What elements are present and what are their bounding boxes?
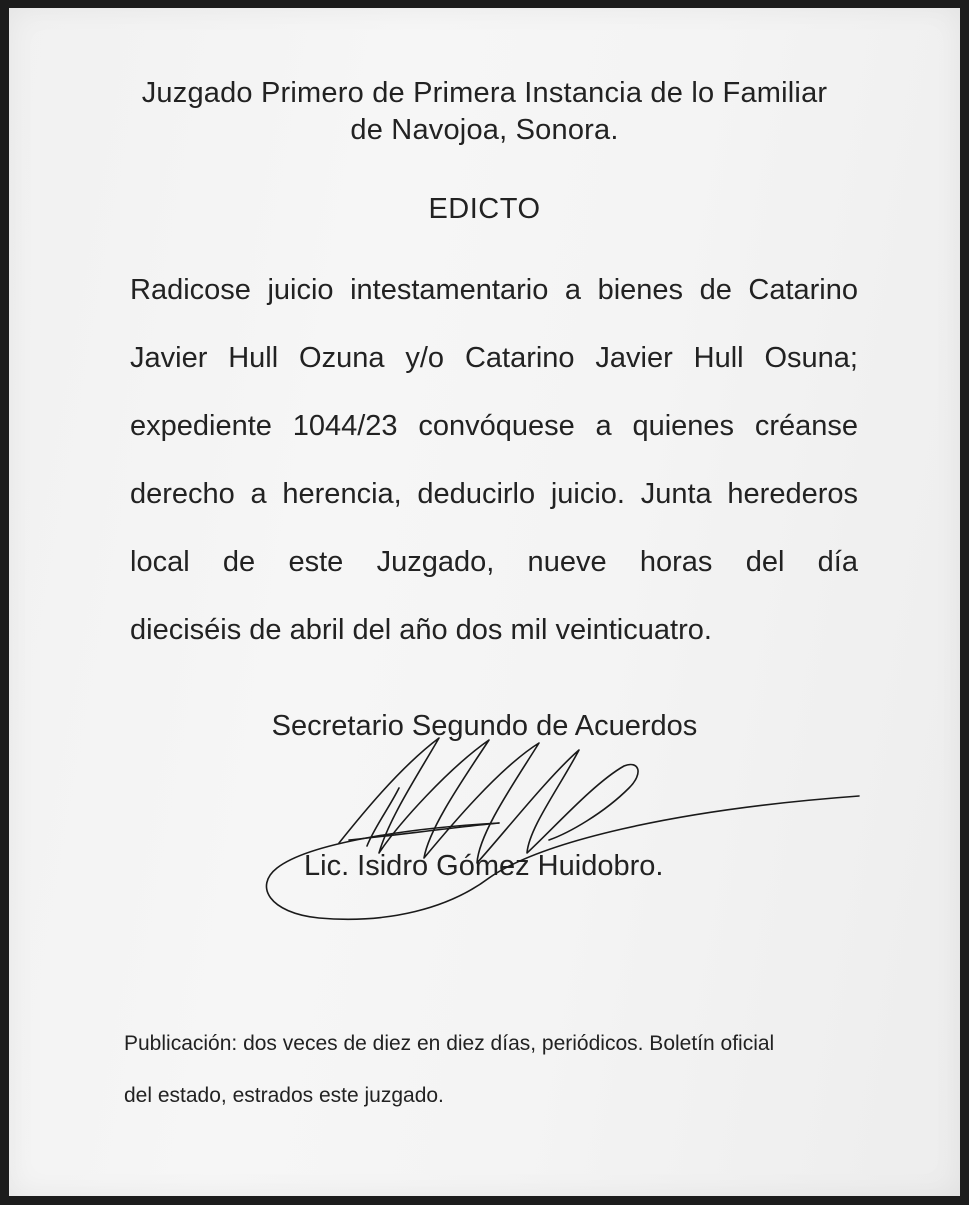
court-header [9, 75, 960, 149]
body-line-6: dieciséis de abril del año dos mil veinticuatro. [130, 614, 712, 646]
court-name-line-1: Juzgado Primero de Primera Instancia de lo Familiar [141, 77, 828, 109]
body-line-1: Radicose juicio intestamentario a bienes de Catarino [130, 274, 858, 306]
document-title: EDICTO [428, 193, 541, 225]
signer-name: Lic. Isidro Gómez Huidobro. [304, 850, 664, 882]
body-line-5: local de este Juzgado, nueve horas del día [130, 546, 858, 578]
publication-line-1: Publicación: dos veces de diez en diez días, periódicos. Boletín oficial [124, 1032, 775, 1055]
edict-body [130, 256, 858, 664]
handwritten-signature [249, 728, 869, 938]
publication-line-2: del estado, estrados este juzgado. [124, 1084, 444, 1107]
body-line-4: derecho a herencia, deducirlo juicio. Junta herederos [130, 478, 858, 510]
signer-title: Secretario Segundo de Acuerdos [271, 710, 698, 742]
body-line-2: Javier Hull Ozuna y/o Catarino Javier Hull Osuna; [130, 342, 858, 374]
body-line-3: expediente 1044/23 convóquese a quienes créanse [130, 410, 858, 442]
document-page [9, 8, 960, 1196]
court-name-line-2: de Navojoa, Sonora. [350, 114, 619, 146]
publication-note [124, 1018, 854, 1122]
